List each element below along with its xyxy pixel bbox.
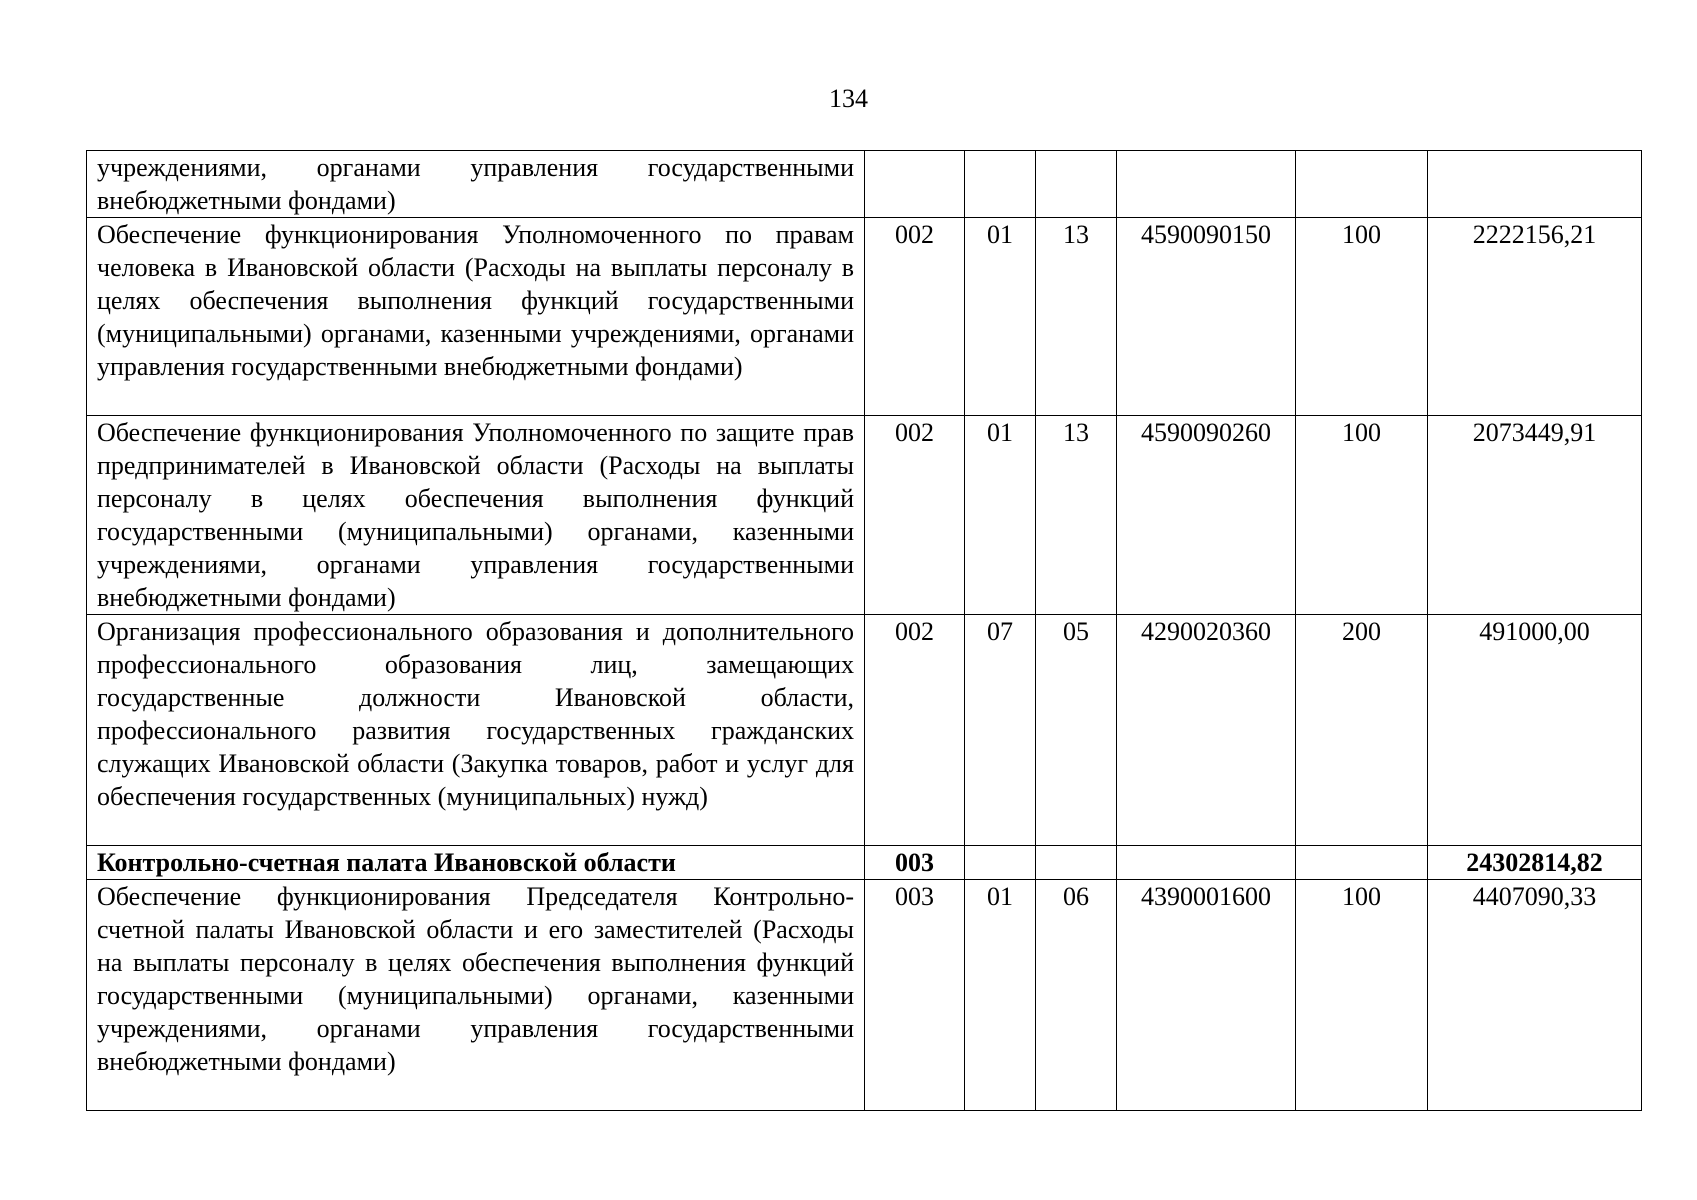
target-code-cell: 4590090150 xyxy=(1117,218,1296,416)
subsection-code-cell: 06 xyxy=(1036,880,1117,1111)
table-row xyxy=(87,846,1642,880)
amount-cell: 2222156,21 xyxy=(1428,218,1642,416)
expense-name-cell: Организация профессионального образования и дополнительного профессионального образования лиц, замещающих государственные должности Ивановской области, профессионального развития государственных гражданских служащих Ивановской области (Закупка товаров, работ и услуг для обеспечения государственных (муниципальных) нужд) xyxy=(87,615,865,846)
table-row xyxy=(87,218,1642,416)
expense-type-cell: 200 xyxy=(1296,615,1428,846)
amount-cell: 491000,00 xyxy=(1428,615,1642,846)
target-code-cell: 4290020360 xyxy=(1117,615,1296,846)
table-row xyxy=(87,416,1642,615)
target-code-cell xyxy=(1117,846,1296,880)
expense-name-cell: Обеспечение функционирования Уполномоченного по защите прав предпринимателей в Ивановской области (Расходы на выплаты персоналу в целях обеспечения выполнения функций государственными (муниципальными) органами, казенными учреждениями, органами управления государственными внебюджетными фондами) xyxy=(87,416,865,615)
expense-type-cell: 100 xyxy=(1296,416,1428,615)
amount-cell xyxy=(1428,151,1642,218)
page-number: 134 xyxy=(829,84,868,113)
table-row xyxy=(87,615,1642,846)
target-code-cell xyxy=(1117,151,1296,218)
expense-type-cell: 100 xyxy=(1296,880,1428,1111)
ministry-code-cell: 003 xyxy=(865,846,965,880)
amount-cell: 24302814,82 xyxy=(1428,846,1642,880)
target-code-cell: 4590090260 xyxy=(1117,416,1296,615)
target-code-cell: 4390001600 xyxy=(1117,880,1296,1111)
ministry-code-cell: 002 xyxy=(865,416,965,615)
section-code-cell: 01 xyxy=(965,880,1036,1111)
table-row xyxy=(87,880,1642,1111)
subsection-code-cell xyxy=(1036,151,1117,218)
expense-name-cell: Обеспечение функционирования Уполномоченного по правам человека в Ивановской области (Расходы на выплаты персоналу в целях обеспечения выполнения функций государственными (муниципальными) органами, казенными учреждениями, органами управления государственными внебюджетными фондами) xyxy=(87,218,865,416)
section-code-cell xyxy=(965,846,1036,880)
expense-name-cell: Контрольно-счетная палата Ивановской области xyxy=(87,846,865,880)
expense-name-cell: Обеспечение функционирования Председателя Контрольно-счетной палаты Ивановской области и его заместителей (Расходы на выплаты персоналу в целях обеспечения выполнения функций государственными (муниципальными) органами, казенными учреждениями, органами управления государственными внебюджетными фондами) xyxy=(87,880,865,1111)
subsection-code-cell: 13 xyxy=(1036,416,1117,615)
expense-type-cell: 100 xyxy=(1296,218,1428,416)
ministry-code-cell: 002 xyxy=(865,615,965,846)
expense-type-cell xyxy=(1296,846,1428,880)
ministry-code-cell xyxy=(865,151,965,218)
section-code-cell: 07 xyxy=(965,615,1036,846)
amount-cell: 4407090,33 xyxy=(1428,880,1642,1111)
budget-table xyxy=(86,150,1642,1111)
ministry-code-cell: 002 xyxy=(865,218,965,416)
section-code-cell xyxy=(965,151,1036,218)
amount-cell: 2073449,91 xyxy=(1428,416,1642,615)
section-code-cell: 01 xyxy=(965,218,1036,416)
ministry-code-cell: 003 xyxy=(865,880,965,1111)
subsection-code-cell xyxy=(1036,846,1117,880)
expense-name-cell: учреждениями, органами управления государственными внебюджетными фондами) xyxy=(87,151,865,218)
subsection-code-cell: 13 xyxy=(1036,218,1117,416)
section-code-cell: 01 xyxy=(965,416,1036,615)
table-row xyxy=(87,151,1642,218)
expense-type-cell xyxy=(1296,151,1428,218)
subsection-code-cell: 05 xyxy=(1036,615,1117,846)
